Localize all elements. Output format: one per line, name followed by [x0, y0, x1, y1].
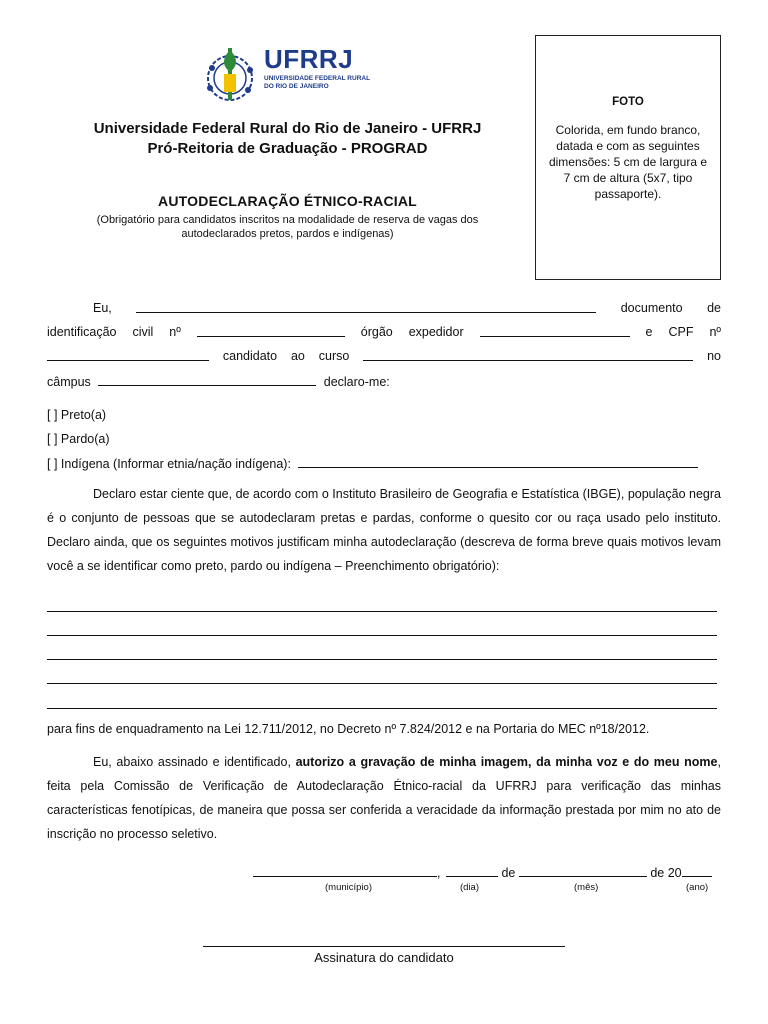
legal-basis-text: para fins de enquadramento na Lei 12.711/2012, no Decreto nº 7.824/2012 e na Portaria do MEC nº18/2012.	[47, 722, 650, 736]
logo-subtitle-1: UNIVERSIDADE FEDERAL RURAL	[264, 75, 371, 82]
id-number-field[interactable]	[197, 324, 345, 337]
document-title: AUTODECLARAÇÃO ÉTNICO-RACIAL	[158, 193, 417, 209]
signature-line[interactable]	[203, 946, 565, 947]
reason-line-3[interactable]	[47, 659, 717, 660]
option-indigena	[47, 455, 721, 472]
label-no-2: nº	[709, 325, 721, 339]
course-field[interactable]	[363, 348, 693, 361]
photo-box-description: Colorida, em fundo branco, datada e com as seguintes dimensões: 5 cm de largura e 7 cm de altura (5x7, tipo passaporte).	[548, 123, 708, 201]
pro-rectory-name: Pró-Reitoria de Graduação - PROGRAD	[147, 140, 428, 157]
ethnicity-field[interactable]	[298, 455, 698, 468]
form-line-4	[47, 373, 721, 390]
day-field[interactable]	[446, 864, 498, 877]
label-declaro: declaro-me:	[323, 375, 390, 389]
label-no-campus: no	[707, 349, 721, 363]
authorization-text-end: , feita pela Comissão de Verificação de Autodeclaração Étnico-racial da UFRRJ para verificação das minhas características fenotípicas, de maneira que possa ser conferida a veracidade da informação prestada por mim no ato de inscrição no processo seletivo.	[47, 755, 721, 841]
label-de-1: de	[501, 866, 516, 880]
label-ao: ao	[290, 349, 305, 363]
signature-label: Assinatura do candidato	[314, 950, 454, 965]
label-orgao: órgão	[360, 325, 393, 339]
date-comma: ,	[437, 866, 441, 880]
reason-line-4[interactable]	[47, 683, 717, 684]
year-field[interactable]	[682, 864, 712, 877]
date-line	[253, 864, 723, 880]
label-expedidor: expedidor	[408, 325, 464, 339]
form-line-2	[47, 324, 721, 340]
option-preto-label: Preto(a)	[60, 408, 107, 422]
document-note: (Obrigatório para candidatos inscritos na modalidade de reserva de vagas dos autodeclarados pretos, pardos e indígenas)	[96, 214, 479, 240]
option-preto	[47, 407, 721, 423]
label-cpf: CPF	[668, 325, 694, 339]
form-line-1	[47, 300, 721, 316]
caption-municipio: (município)	[325, 882, 372, 893]
caption-mes: (mês)	[574, 882, 599, 893]
caption-dia: (dia)	[460, 882, 480, 893]
photo-box-title: FOTO	[612, 96, 644, 108]
month-field[interactable]	[519, 864, 647, 877]
reason-line-5[interactable]	[47, 708, 717, 709]
label-civil: civil	[132, 325, 154, 339]
form-line-3	[47, 348, 721, 364]
label-curso: curso	[318, 349, 350, 363]
university-logo	[200, 40, 395, 108]
cpf-field[interactable]	[47, 348, 209, 361]
checkbox-pardo[interactable]: [ ]	[47, 432, 58, 446]
declaration-paragraph: Declaro estar ciente que, de acordo com o Instituto Brasileiro de Geografia e Estatística (IBGE), população negra é o conjunto de pessoas que se autodeclaram pretas e pardas, conforme o quesito cor ou raça usado pelo instituto. Declaro ainda, que os seguintes motivos justificam minha autodeclaração (descreva de forma breve quais motivos levam você a se identificar como preto, pardo ou indígena – Preenchimento obrigatório):	[47, 487, 721, 573]
authorization-paragraph	[47, 750, 721, 846]
municipality-field[interactable]	[253, 864, 437, 877]
reason-line-2[interactable]	[47, 635, 717, 636]
checkbox-indigena[interactable]: [ ]	[47, 457, 58, 471]
label-de-20: de 20	[650, 866, 682, 880]
label-identificacao: identificação	[47, 325, 117, 339]
logo-subtitle-2: DO RIO DE JANEIRO	[264, 83, 329, 90]
photo-box	[535, 35, 721, 280]
authorization-text-start: Eu, abaixo assinado e identificado,	[93, 755, 296, 769]
label-no: nº	[169, 325, 181, 339]
label-documento: documento	[620, 301, 683, 315]
authorization-text-bold: autorizo a gravação de minha imagem, da minha voz e do meu nome	[295, 755, 718, 769]
option-indigena-label: Indígena (Informar etnia/nação indígena):	[60, 457, 291, 471]
label-campus: câmpus	[47, 375, 91, 389]
label-de: de	[707, 301, 721, 315]
label-e: e	[645, 325, 653, 339]
reason-line-1[interactable]	[47, 611, 717, 612]
university-name: Universidade Federal Rural do Rio de Janeiro - UFRRJ	[93, 120, 482, 137]
name-field[interactable]	[136, 300, 596, 313]
logo-emblem-icon	[200, 40, 260, 108]
issuer-field[interactable]	[480, 324, 630, 337]
label-eu: Eu,	[93, 301, 112, 315]
caption-ano: (ano)	[686, 882, 709, 893]
label-candidato: candidato	[222, 349, 278, 363]
option-pardo-label: Pardo(a)	[60, 432, 110, 446]
option-pardo	[47, 431, 721, 447]
checkbox-preto[interactable]: [ ]	[47, 408, 58, 422]
campus-field[interactable]	[98, 373, 316, 386]
logo-acronym: UFRRJ	[264, 44, 354, 74]
